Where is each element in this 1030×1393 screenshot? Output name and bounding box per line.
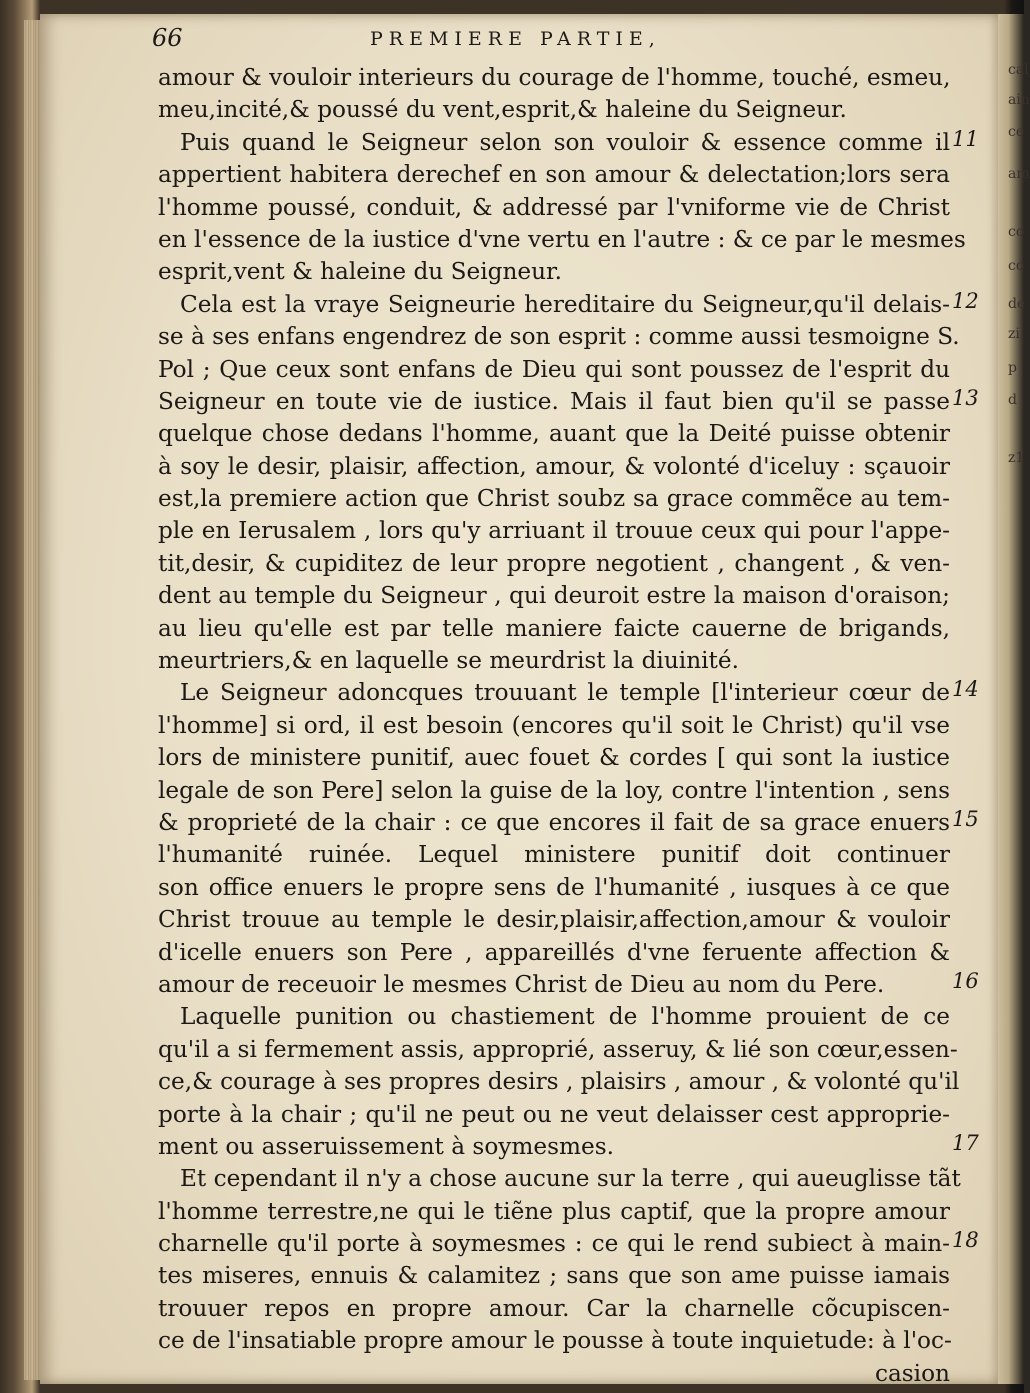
text-line: son office enuers le propre sens de l'humanité , iusques à ce que: [158, 873, 950, 901]
facing-fragment: z1: [1008, 450, 1025, 466]
text-line: à soy le desir, plaisir, affection, amour, & volonté d'iceluy : sçauoir: [158, 452, 950, 480]
text-line: ment ou asseruissement à soymesmes.: [158, 1132, 614, 1160]
running-title: PREMIERE PARTIE,: [370, 28, 661, 50]
verse-number: 11: [952, 127, 979, 151]
facing-fragment: d: [1008, 392, 1017, 408]
text-line: Le Seigneur adoncques trouuant le temple [l'interieur cœur de: [180, 679, 950, 707]
text-line: amour & vouloir interieurs du courage de l'homme, touché, esmeu,: [158, 64, 951, 91]
text-line: l'humanité ruinée. Lequel ministere punitif doit continuer: [158, 841, 950, 869]
text-line: Puis quand le Seigneur selon son vouloir & essence comme il: [180, 128, 950, 156]
text-line: tes miseres, ennuis & calamitez ; sans que son ame puisse iamais: [158, 1262, 950, 1290]
facing-page-strip: [998, 14, 1030, 1384]
text-line: est,la premiere action que Christ soubz sa grace commẽce au tem-: [158, 485, 950, 513]
text-line: Pol ; Que ceux sont enfans de Dieu qui sont poussez de l'esprit du: [158, 355, 950, 383]
text-line: au lieu qu'elle est par telle maniere faicte cauerne de brigands,: [158, 614, 950, 642]
text-line: l'homme poussé, conduit, & addressé par l'vniforme vie de Christ: [158, 193, 950, 221]
facing-fragment: cal: [1008, 62, 1029, 78]
text-line: Et cependant il n'y a chose aucune sur la terre , qui aueuglisse tãt: [180, 1165, 961, 1193]
verse-number: 16: [952, 969, 979, 993]
page-header: [152, 24, 962, 56]
text-line: ce,& courage à ses propres desirs , plaisirs , amour , & volonté qu'il: [158, 1068, 960, 1096]
verse-number: 14: [952, 677, 979, 701]
text-line: tit,desir, & cupiditez de leur propre negotient , changent , & ven-: [158, 549, 950, 577]
verse-number: 17: [952, 1131, 979, 1155]
facing-fragment: ce: [1008, 124, 1025, 140]
facing-fragment: co: [1008, 224, 1025, 240]
text-line: & proprieté de la chair : ce que encores il fait de sa grace enuers: [158, 808, 950, 836]
text-line: meu,incité,& poussé du vent,esprit,& haleine du Seigneur.: [158, 96, 847, 124]
text-line: Laquelle punition ou chastiement de l'homme prouient de ce: [180, 1003, 950, 1031]
text-line: lors de ministere punitif, auec fouet & cordes [ qui sont la iustice: [158, 744, 950, 772]
text-line: se à ses enfans engendrez de son esprit : comme aussi tesmoigne S.: [158, 323, 960, 351]
text-line: quelque chose dedans l'homme, auant que la Deité puisse obtenir: [158, 420, 950, 448]
verse-number: 13: [952, 386, 979, 410]
catchword: casion: [874, 1359, 950, 1387]
text-line: l'homme] si ord, il est besoin (encores qu'il soit le Christ) qu'il vse: [158, 711, 950, 739]
text-line: Cela est la vraye Seigneurie hereditaire du Seigneur,qu'il delais-: [180, 290, 950, 318]
text-line: Seigneur en toute vie de iustice. Mais il faut bien qu'il se passe: [158, 387, 950, 415]
text-line: trouuer repos en propre amour. Car la charnelle cõcupiscen-: [158, 1294, 950, 1322]
facing-fragment: p: [1008, 360, 1017, 376]
facing-fragment: am: [1008, 166, 1030, 182]
text-line: Christ trouue au temple le desir,plaisir,affection,amour & vouloir: [158, 906, 950, 934]
verse-number: 18: [952, 1228, 979, 1252]
text-line: amour de receuoir le mesmes Christ de Dieu au nom du Pere.: [158, 970, 885, 998]
verse-number: 15: [952, 807, 979, 831]
text-line: en l'essence de la iustice d'vne vertu en l'autre : & ce par le mesmes: [158, 225, 966, 253]
text-line: dent au temple du Seigneur , qui deuroit estre la maison d'oraison;: [158, 582, 950, 610]
text-line: charnelle qu'il porte à soymesmes : ce qui le rend subiect à main-: [158, 1230, 950, 1258]
page-number: 66: [152, 24, 183, 52]
catchword-line: [158, 1358, 950, 1390]
text-line: ce de l'insatiable propre amour le pousse à toute inquietude: à l'oc-: [158, 1327, 952, 1355]
text-line: qu'il a si fermement assis, approprié, asseruy, & lié son cœur,essen-: [158, 1035, 958, 1063]
text-line: esprit,vent & haleine du Seigneur.: [158, 258, 562, 286]
text-line: appertient habitera derechef en son amour & delectation;lors sera: [158, 161, 950, 189]
text-line: legale de son Pere] selon la guise de la loy, contre l'intention , sens: [158, 776, 950, 804]
facing-fragment: co: [1008, 258, 1025, 274]
text-line: ple en Ierusalem , lors qu'y arriuant il trouue ceux qui pour l'appe-: [158, 517, 950, 545]
facing-fragment: ain: [1008, 92, 1030, 108]
text-line: d'icelle enuers son Pere , appareillés d'vne feruente affection &: [158, 938, 950, 966]
text-line: porte à la chair ; qu'il ne peut ou ne veut delaisser cest approprie-: [158, 1100, 950, 1128]
text-line: l'homme terrestre,ne qui le tiẽne plus captif, que la propre amour: [158, 1197, 950, 1225]
text-line: meurtriers,& en laquelle se meurdrist la diuinité.: [158, 647, 739, 675]
facing-fragment: de: [1008, 296, 1026, 312]
facing-fragment: zi: [1008, 326, 1020, 342]
verse-number: 12: [952, 289, 979, 313]
